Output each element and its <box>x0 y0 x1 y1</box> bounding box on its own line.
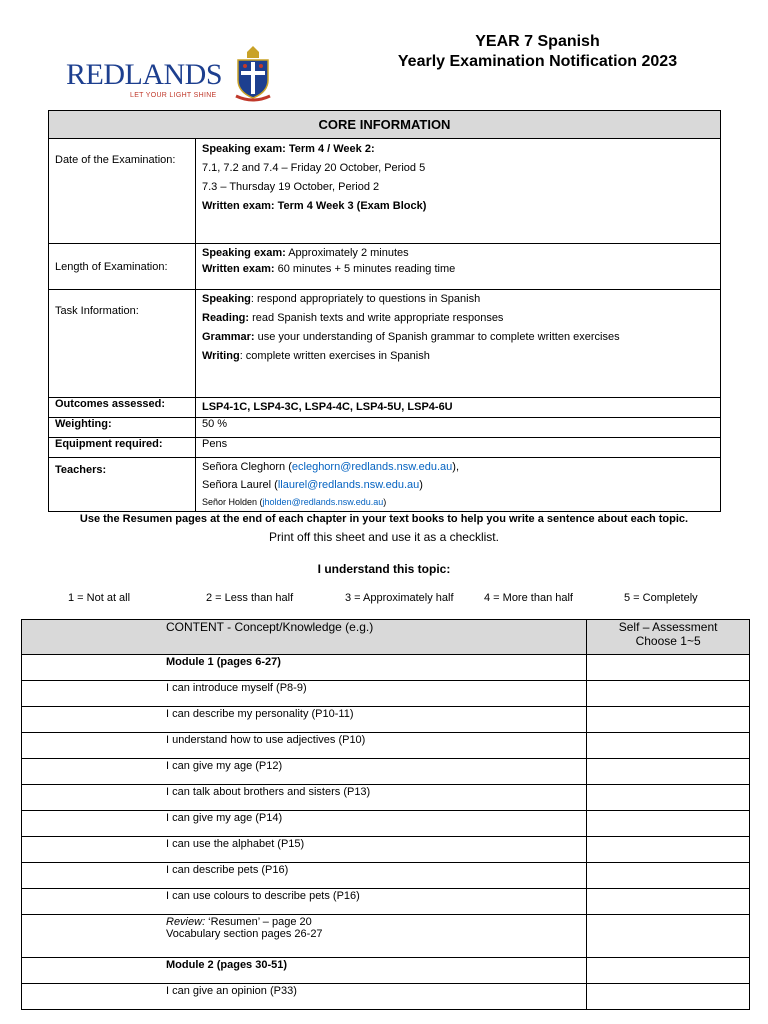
review-text: ‘Resumen’ – page 20 <box>205 916 312 928</box>
teachers-value <box>196 458 721 512</box>
teacher-3-email-link[interactable]: jholden@redlands.nsw.edu.au <box>262 497 384 507</box>
school-logo <box>66 44 281 110</box>
length-label: Length of Examination: <box>49 244 196 290</box>
choose-range-label: Choose 1~5 <box>635 634 701 648</box>
content-column-header: CONTENT - Concept/Knowledge (e.g.) <box>22 620 587 655</box>
task-speaking-label: Speaking <box>202 293 251 305</box>
teacher-1-email-link[interactable]: ecleghorn@redlands.nsw.edu.au <box>291 461 453 473</box>
checklist-item: I can give an opinion (P33) <box>22 984 587 1010</box>
self-assessment-cell[interactable] <box>587 889 750 915</box>
outcomes-label: Outcomes assessed: <box>49 398 196 418</box>
self-assessment-cell[interactable] <box>587 984 750 1010</box>
scale-5: 5 = Completely <box>624 592 698 604</box>
logo-wordmark: REDLANDS <box>66 58 223 91</box>
checklist-item: I can give my age (P12) <box>22 759 587 785</box>
teacher-1-name: Señora Cleghorn ( <box>202 461 292 473</box>
outcomes-value: LSP4-1C, LSP4-3C, LSP4-4C, LSP4-5U, LSP4-6U <box>196 398 721 418</box>
scale-2: 2 = Less than half <box>206 592 294 604</box>
task-reading-label: Reading: <box>202 312 250 324</box>
date-value <box>196 139 721 244</box>
weighting-label: Weighting: <box>49 418 196 438</box>
self-assessment-cell[interactable] <box>587 707 750 733</box>
self-assessment-cell[interactable] <box>587 681 750 707</box>
module-1-heading: Module 1 (pages 6-27) <box>22 655 587 681</box>
teacher-2-end: ) <box>419 479 423 491</box>
task-writing: : complete written exercises in Spanish <box>239 350 430 362</box>
checklist-item: I can give my age (P14) <box>22 811 587 837</box>
school-crest-icon <box>232 44 274 104</box>
teacher-3-name: Señor Holden ( <box>202 497 263 507</box>
checklist-item: I can use colours to describe pets (P16) <box>22 889 587 915</box>
teacher-3-end: ) <box>383 497 387 507</box>
self-assessment-cell[interactable] <box>587 915 750 958</box>
checklist-item: I can use the alphabet (P15) <box>22 837 587 863</box>
date-label: Date of the Examination: <box>49 139 196 244</box>
length-written: 60 minutes + 5 minutes reading time <box>274 263 456 275</box>
content-checklist-table <box>21 619 750 1010</box>
self-assessment-cell[interactable] <box>587 863 750 889</box>
length-speaking-label: Speaking exam: <box>202 247 286 259</box>
teacher-2-name: Señora Laurel ( <box>202 479 278 491</box>
self-assessment-label: Self – Assessment <box>618 620 718 634</box>
self-assessment-cell[interactable] <box>587 958 750 984</box>
self-assessment-header <box>587 620 750 655</box>
self-assessment-cell[interactable] <box>587 837 750 863</box>
checklist-item: I understand how to use adjectives (P10) <box>22 733 587 759</box>
scale-3: 3 = Approximately half <box>345 592 454 604</box>
equipment-label: Equipment required: <box>49 438 196 458</box>
understand-heading: I understand this topic: <box>317 562 451 576</box>
core-information-heading: CORE INFORMATION <box>49 111 721 139</box>
resumen-instruction: Use the Resumen pages at the end of each chapter in your text books to help you write a sentence about each topic. <box>79 513 689 525</box>
self-assessment-cell[interactable] <box>587 655 750 681</box>
self-assessment-cell[interactable] <box>587 759 750 785</box>
length-written-label: Written exam: <box>202 263 275 275</box>
date-speaking-heading: Speaking exam: Term 4 / Week 2: <box>202 143 375 155</box>
weighting-value: 50 % <box>196 418 721 438</box>
checklist-item: I can describe my personality (P10-11) <box>22 707 587 733</box>
document-title: YEAR 7 Spanish <box>475 33 600 50</box>
core-information-table <box>48 110 721 512</box>
self-assessment-cell[interactable] <box>587 785 750 811</box>
checklist-instruction: Print off this sheet and use it as a checklist. <box>269 530 499 544</box>
date-written: Written exam: Term 4 Week 3 (Exam Block) <box>202 200 427 212</box>
review-label: Review: <box>166 916 206 928</box>
document-subtitle: Yearly Examination Notification 2023 <box>397 53 678 70</box>
date-speaking-groups-b: 7.3 – Thursday 19 October, Period 2 <box>202 181 380 193</box>
module-2-heading: Module 2 (pages 30-51) <box>22 958 587 984</box>
vocabulary-text: Vocabulary section pages 26-27 <box>166 928 323 940</box>
task-grammar: use your understanding of Spanish grammar to complete written exercises <box>254 331 620 343</box>
length-speaking: Approximately 2 minutes <box>285 247 409 259</box>
equipment-value: Pens <box>196 438 721 458</box>
date-speaking-groups-a: 7.1, 7.2 and 7.4 – Friday 20 October, Period 5 <box>202 162 426 174</box>
checklist-item: I can talk about brothers and sisters (P13) <box>22 785 587 811</box>
scale-4: 4 = More than half <box>484 592 573 604</box>
review-item <box>22 915 587 958</box>
task-label: Task Information: <box>49 290 196 398</box>
task-writing-label: Writing <box>202 350 240 362</box>
teacher-1-end: ), <box>452 461 460 473</box>
task-speaking: : respond appropriately to questions in Spanish <box>250 293 481 305</box>
self-assessment-cell[interactable] <box>587 733 750 759</box>
logo-tagline: LET YOUR LIGHT SHINE <box>130 92 217 99</box>
task-grammar-label: Grammar: <box>202 331 255 343</box>
self-assessment-cell[interactable] <box>587 811 750 837</box>
task-value <box>196 290 721 398</box>
scale-1: 1 = Not at all <box>68 592 131 604</box>
checklist-item: I can describe pets (P16) <box>22 863 587 889</box>
checklist-item: I can introduce myself (P8-9) <box>22 681 587 707</box>
teacher-2-email-link[interactable]: llaurel@redlands.nsw.edu.au <box>277 479 420 491</box>
length-value <box>196 244 721 290</box>
task-reading: read Spanish texts and write appropriate responses <box>249 312 504 324</box>
teachers-label: Teachers: <box>49 458 196 512</box>
